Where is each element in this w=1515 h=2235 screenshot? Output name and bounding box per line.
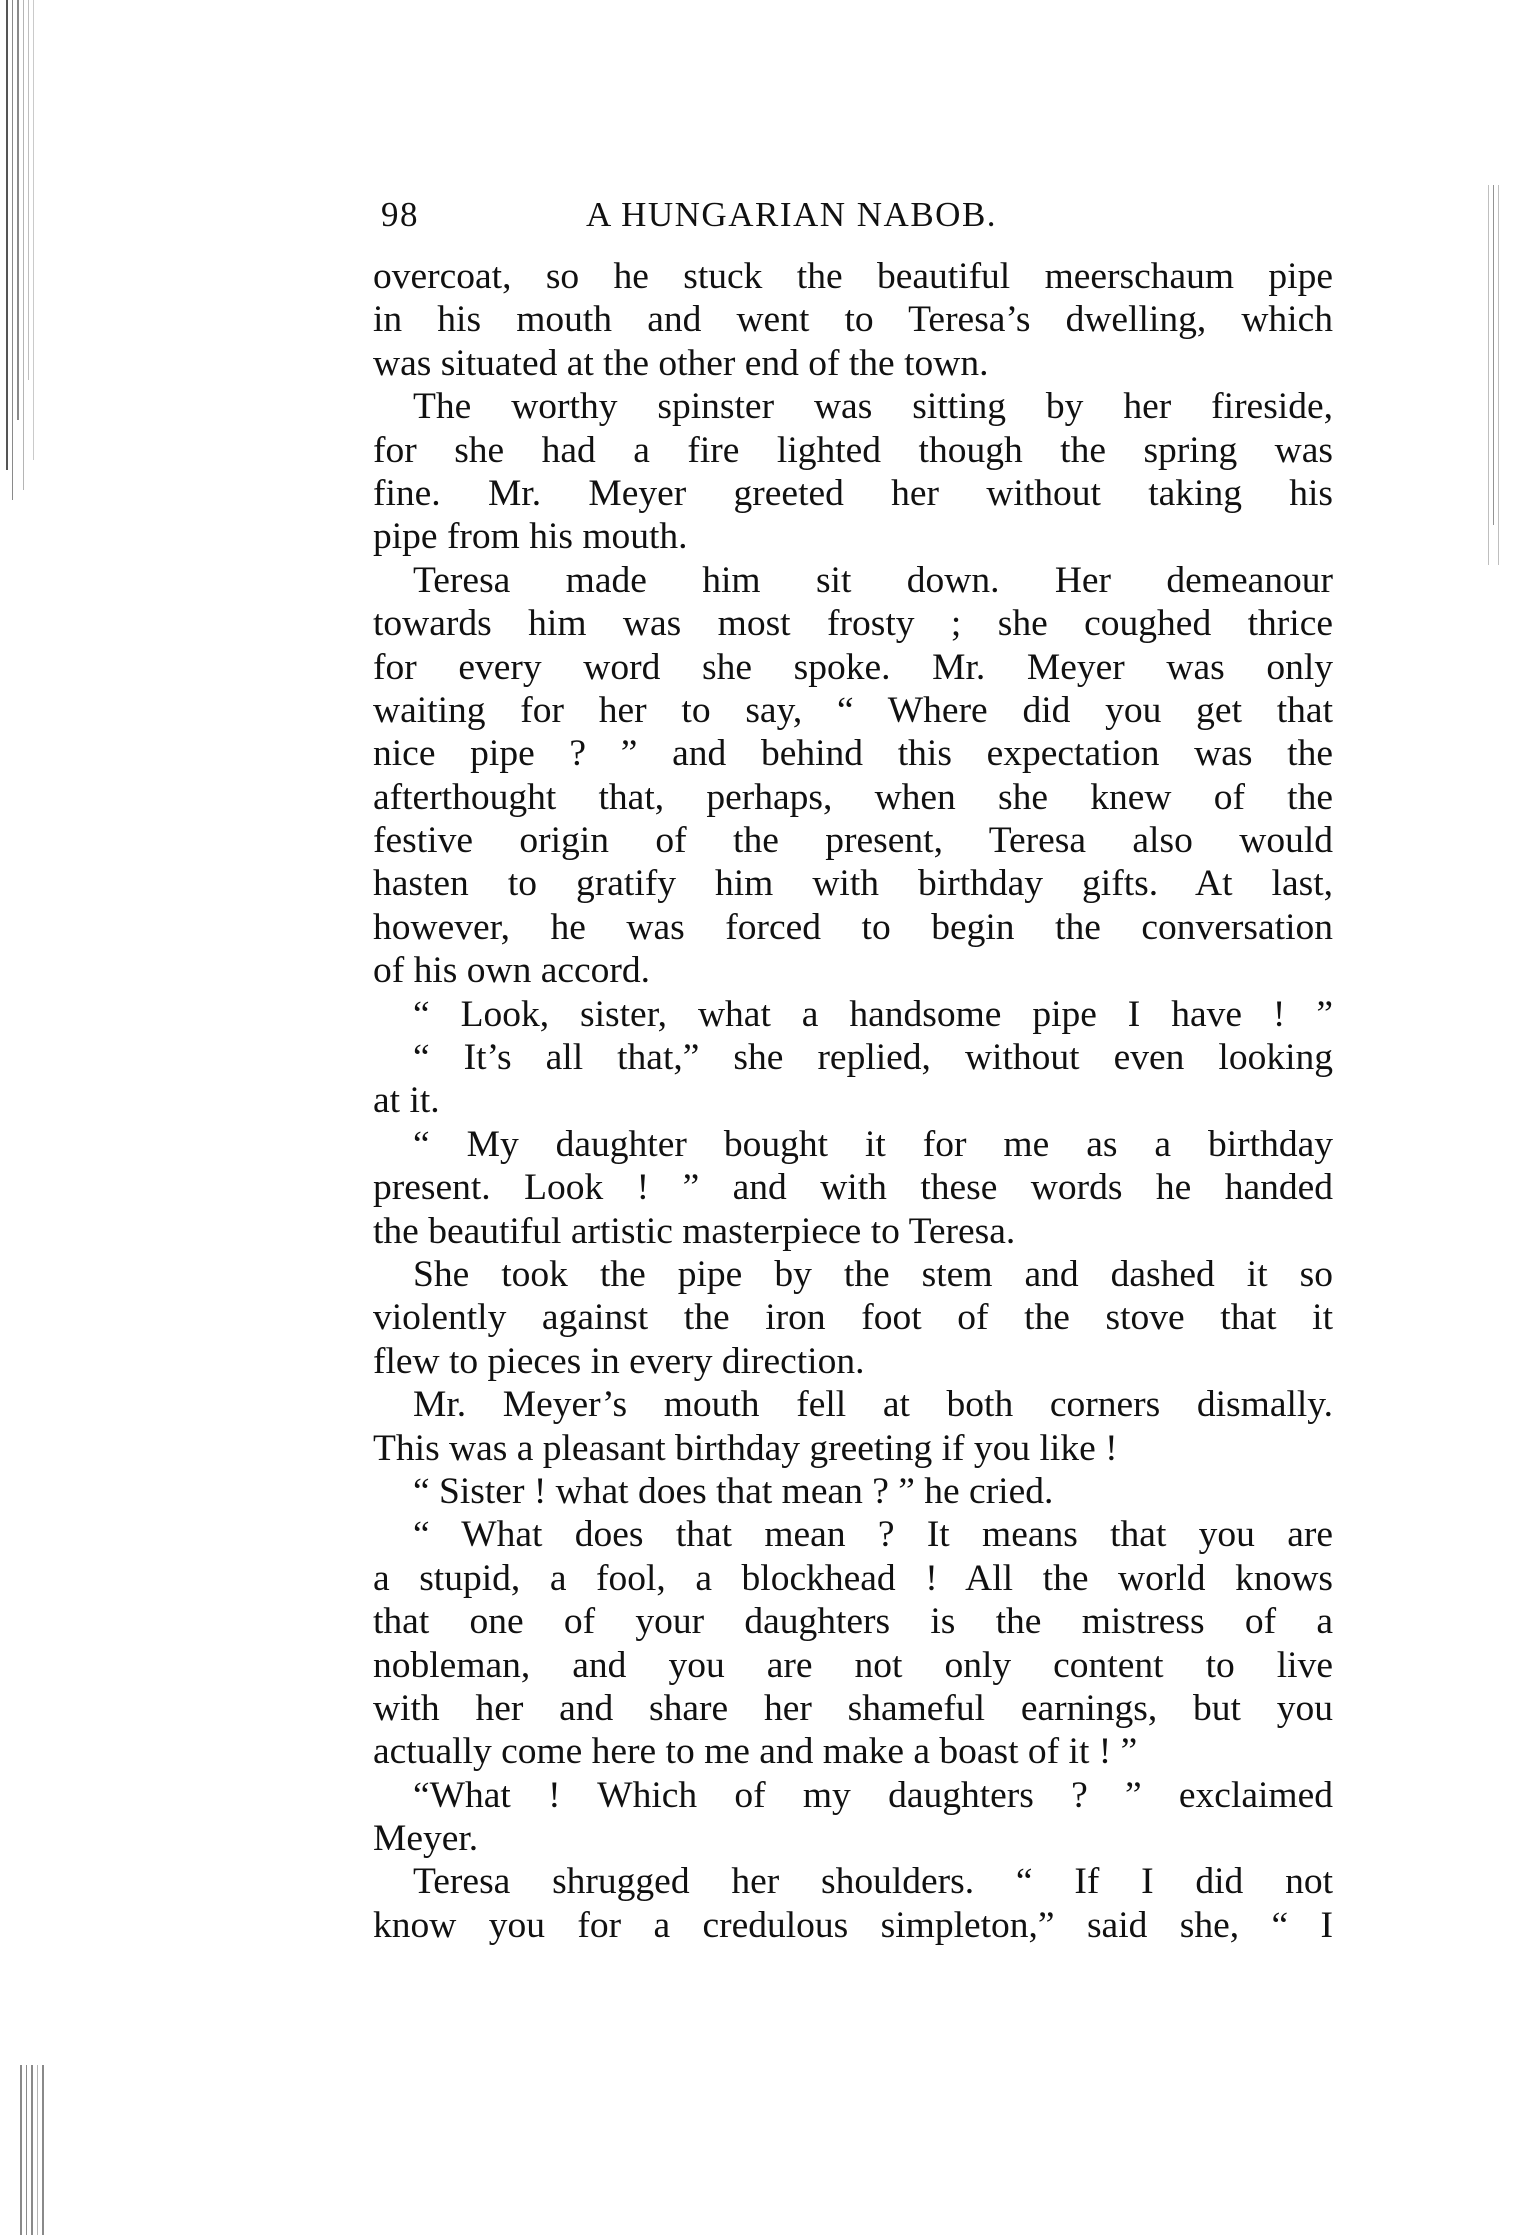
running-title: A HUNGARIAN NABOB. [586,195,998,234]
text-line: the beautiful artistic masterpiece to Teresa. [373,1210,1016,1252]
text-line: waiting for her to say, “ Where did you get that [373,689,1333,731]
text-line: however, he was forced to begin the conversation [373,906,1333,948]
text-line: She took the pipe by the stem and dashed it so [413,1253,1333,1295]
text-line: The worthy spinster was sitting by her fireside, [413,386,1333,428]
scan-edge-artifact-bottom-left [20,2065,44,2235]
text-line: Teresa shrugged her shoulders. “ If I did not [413,1861,1333,1903]
text-line: nobleman, and you are not only content to live [373,1644,1333,1686]
text-line: “What ! Which of my daughters ? ” exclaimed [413,1774,1333,1816]
text-line: was situated at the other end of the town. [373,342,989,384]
text-line: for every word she spoke. Mr. Meyer was only [373,646,1333,688]
text-line: flew to pieces in every direction. [373,1340,865,1382]
text-line: actually come here to me and make a boast of it ! ” [373,1731,1138,1773]
text-line: Meyer. [373,1818,479,1860]
text-line: “ Look, sister, what a handsome pipe I have ! ” [413,993,1333,1035]
text-line: nice pipe ? ” and behind this expectation was the [373,733,1333,775]
text-line: festive origin of the present, Teresa also would [373,820,1333,862]
text-line: fine. Mr. Meyer greeted her without taking his [373,472,1333,514]
text-line: “ My daughter bought it for me as a birthday [413,1123,1333,1165]
text-line: of his own accord. [373,950,651,992]
scan-edge-artifact-right [1488,185,1499,565]
text-line: This was a pleasant birthday greeting if you like ! [373,1427,1118,1469]
text-line: present. Look ! ” and with these words he handed [373,1167,1333,1209]
text-line: for she had a fire lighted though the spring was [373,429,1333,471]
text-line: overcoat, so he stuck the beautiful meerschaum pipe [373,256,1333,297]
text-line: know you for a credulous simpleton,” said she, “ I [373,1904,1333,1946]
text-line: Teresa made him sit down. Her demeanour [413,559,1333,601]
page-number: 98 [381,195,419,234]
body-text [373,255,1333,1947]
text-line: Mr. Meyer’s mouth fell at both corners dismally. [413,1384,1333,1426]
text-line: that one of your daughters is the mistress of a [373,1601,1333,1643]
text-line: towards him was most frosty ; she coughed thrice [373,603,1333,645]
text-line: “ Sister ! what does that mean ? ” he cried. [413,1470,1054,1512]
text-line: afterthought that, perhaps, when she knew of the [373,776,1333,818]
scan-edge-artifact-top-left [6,0,34,500]
text-line: violently against the iron foot of the stove that it [373,1297,1333,1339]
text-line: in his mouth and went to Teresa’s dwelling, which [373,299,1333,341]
text-line: a stupid, a fool, a blockhead ! All the world knows [373,1557,1333,1599]
text-line: with her and share her shameful earnings, but you [373,1687,1333,1729]
text-line: “ It’s all that,” she replied, without even looking [413,1037,1333,1079]
running-header [381,187,1341,243]
text-line: hasten to gratify him with birthday gifts. At last, [373,863,1333,905]
text-line: “ What does that mean ? It means that you are [413,1514,1333,1556]
text-line: pipe from his mouth. [373,516,688,558]
text-line: at it. [373,1080,440,1122]
